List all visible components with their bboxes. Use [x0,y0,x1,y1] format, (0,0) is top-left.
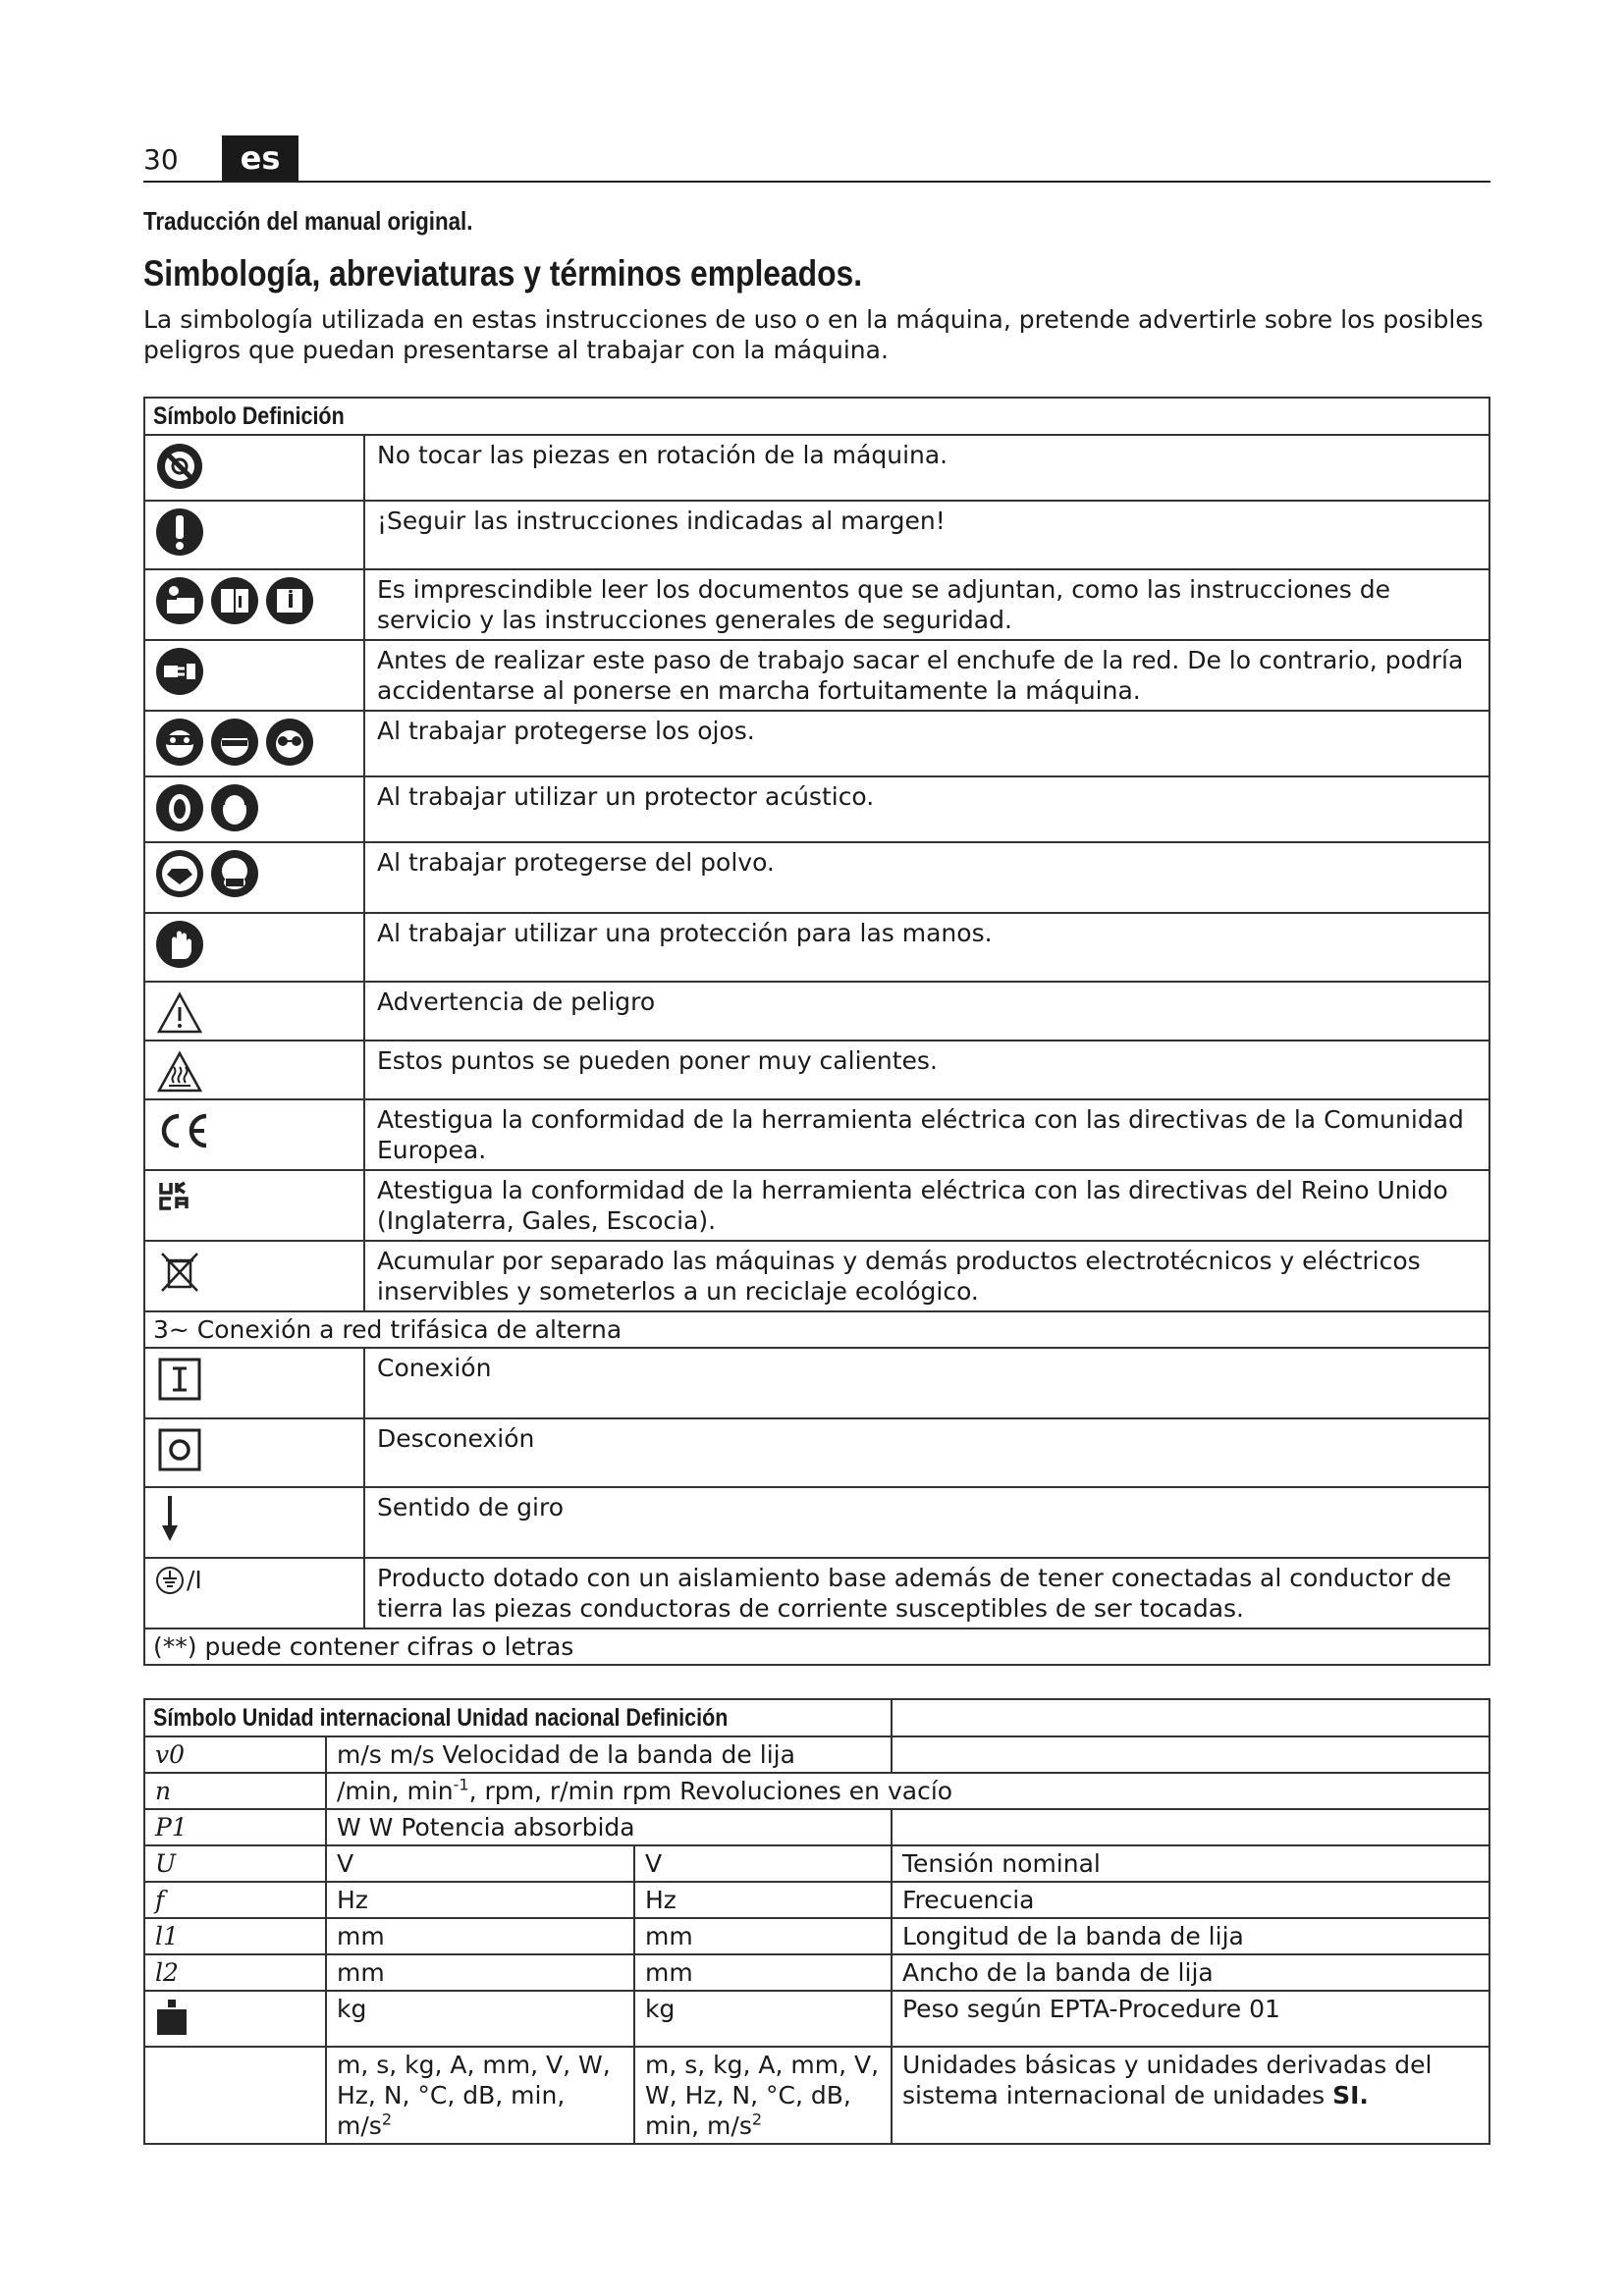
symbol-definition: Atestigua la conformidad de la herramienta eléctrica con las directivas del Reino Unido (Inglaterra, Gales, Escocia). [377,1176,1448,1235]
unit-national: kg [645,1995,676,2023]
no-touch-rotating-icon [155,442,204,491]
unit-national: mm [645,1958,693,1987]
unit-symbol: l2 [155,1958,179,1987]
symbol-definition: Conexión [377,1354,492,1382]
unit-international: kg [337,1995,367,2023]
symbol-definition: Es imprescindible leer los documentos que se adjuntan, como las instrucciones de servicio y las instrucciones generales de seguridad. [377,575,1390,634]
page-header [143,135,1490,183]
symbol-definition: Al trabajar protegerse del polvo. [377,848,775,877]
unit-row-text: m/s m/s Velocidad de la banda de lija [337,1740,795,1769]
unit-definition: Tensión nominal [902,1849,1101,1878]
earmuff-icon [210,783,259,832]
footnote: (**) puede contener cifras o letras [153,1632,574,1661]
manual-info-icon [265,576,314,625]
three-phase-row: 3~ Conexión a red trifásica de alterna [153,1315,623,1344]
unit-definition: Frecuencia [902,1886,1035,1914]
unit-row-text: , rpm, r/min rpm Revoluciones en vacío [468,1777,953,1805]
book-icon [210,576,259,625]
unit-symbol: n [155,1777,172,1805]
unit-symbol: U [155,1849,177,1878]
glasses-icon [265,718,314,767]
unit-exponent: 2 [751,2109,763,2129]
unit-row-text: W W Potencia absorbida [337,1813,635,1842]
unit-row-text: /min, min [337,1777,454,1805]
power-off-icon [155,1425,204,1474]
unit-national: V [645,1849,663,1878]
goggles-icon [155,718,204,767]
face-shield-icon [210,718,259,767]
symbol-definition: Producto dotado con un aislamiento base además de tener conectadas al conductor de tierra las piezas conductoras de corriente susceptibles de ser tocadas. [377,1564,1452,1623]
dust-mask-icon [155,849,204,898]
gloves-icon [155,920,204,969]
unit-national: m, s, kg, A, mm, V, W, Hz, N, °C, dB, min, m/s [645,2051,880,2140]
warning-triangle-icon [155,988,204,1038]
symbol-definition: Advertencia de peligro [377,988,656,1016]
symbols-table-header: Símbolo Definición [153,402,345,430]
unplug-icon [155,647,204,696]
ear-protection-icon [155,783,204,832]
symbol-definition: ¡Seguir las instrucciones indicadas al margen! [377,507,946,535]
unit-symbol: P1 [155,1813,188,1842]
section-title: Simbología, abreviaturas y términos empleados. [143,253,863,294]
si-abbreviation: SI. [1332,2081,1369,2109]
symbol-definition: Al trabajar utilizar una protección para las manos. [377,919,993,947]
ukca-mark-icon [155,1177,204,1226]
unit-symbol: f [155,1886,165,1914]
symbol-definition: Estos puntos se pueden poner muy calientes. [377,1046,938,1075]
intro-paragraph: La simbología utilizada en estas instrucciones de uso o en la máquina, pretende advertirle sobre los posibles peligros que puedan presentarse al trabajar con la máquina. [143,305,1484,364]
crossed-bin-icon [155,1248,204,1297]
weight-icon [155,1998,189,2037]
unit-international: V [337,1849,354,1878]
symbols-table [143,397,1490,1666]
rotation-arrow-icon [155,1494,204,1543]
unit-international: Hz [337,1886,368,1914]
symbol-definition: Al trabajar utilizar un protector acústico. [377,782,875,811]
unit-national: Hz [645,1886,677,1914]
respirator-icon [210,849,259,898]
unit-symbol: v0 [155,1740,186,1769]
symbol-definition: Acumular por separado las máquinas y demás productos electrotécnicos y eléctricos inservibles y someterlos a un reciclaje ecológico. [377,1247,1421,1306]
power-on-icon [155,1355,204,1404]
page-number: 30 [143,143,179,176]
class1-label: /I [187,1566,202,1594]
units-table-header: Símbolo Unidad internacional Unidad nacional Definición [153,1704,729,1732]
protective-earth-icon [155,1566,185,1595]
symbol-definition: Atestigua la conformidad de la herramienta eléctrica con las directivas de la Comunidad Europea. [377,1105,1464,1164]
mandatory-exclamation-icon [155,507,204,557]
ce-mark-icon [155,1106,214,1155]
unit-international: m, s, kg, A, mm, V, W, Hz, N, °C, dB, min, m/s [337,2051,611,2140]
hot-surface-icon [155,1047,204,1096]
unit-definition: Ancho de la banda de lija [902,1958,1214,1987]
language-badge: es [222,135,298,181]
symbol-definition: Antes de realizar este paso de trabajo sacar el enchufe de la red. De lo contrario, podría accidentarse al ponerse en marcha fortuitamente la máquina. [377,646,1464,705]
unit-exponent: 2 [381,2109,392,2129]
unit-international: mm [337,1958,385,1987]
unit-international: mm [337,1922,385,1950]
unit-national: mm [645,1922,693,1950]
unit-definition: Longitud de la banda de lija [902,1922,1244,1950]
document-subtitle: Traducción del manual original. [143,206,473,236]
units-table [143,1698,1490,2145]
unit-definition: Unidades básicas y unidades derivadas del sistema internacional de unidades [902,2051,1433,2109]
symbol-definition: Sentido de giro [377,1493,564,1522]
unit-symbol: l1 [155,1922,179,1950]
symbol-definition: No tocar las piezas en rotación de la máquina. [377,441,948,469]
symbol-definition: Al trabajar protegerse los ojos. [377,717,755,745]
unit-definition: Peso según EPTA-Procedure 01 [902,1995,1280,2023]
read-manual-icon [155,576,204,625]
symbol-definition: Desconexión [377,1424,535,1453]
unit-exponent: -1 [453,1775,469,1794]
